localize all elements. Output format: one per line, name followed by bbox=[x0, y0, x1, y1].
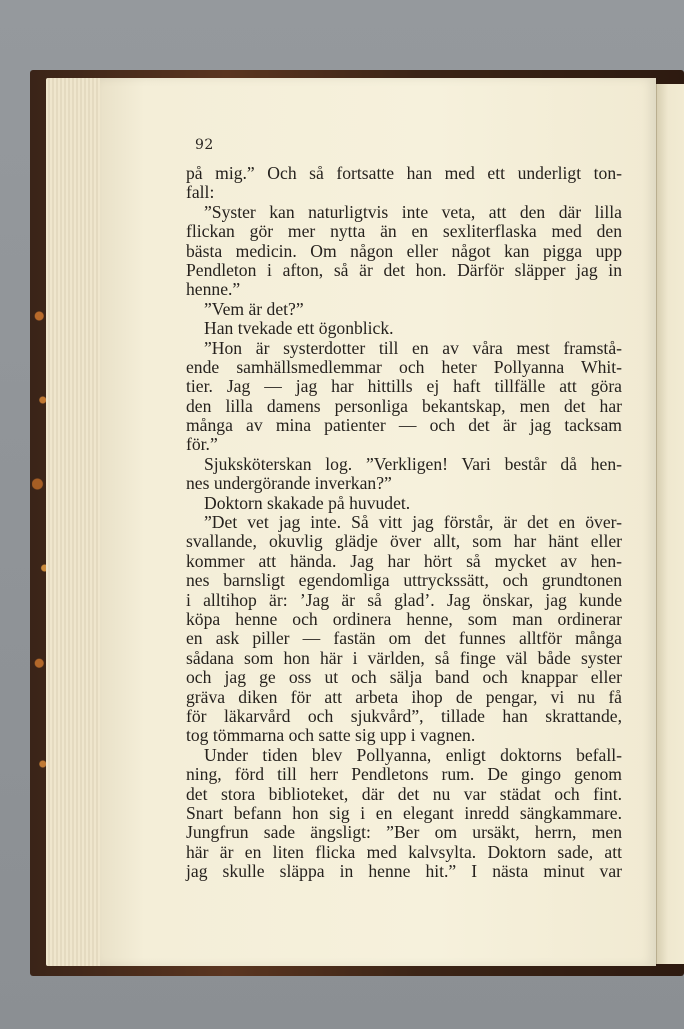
text-line: för läkarvård och sjukvård”, tillade han skrattande, bbox=[186, 705, 622, 726]
text-line: Jungfrun sade ängsligt: ”Ber om ursäkt, herrn, men bbox=[186, 822, 622, 843]
text-line: henne.” bbox=[186, 279, 241, 300]
text-line: jag skulle släppa in henne hit.” I nästa minut var bbox=[186, 861, 622, 882]
text-line: nes barnsligt egendomliga uttryckssätt, och grundtonen bbox=[186, 570, 622, 591]
text-line: flickan gör mer nytta än en sexliterflaska med den bbox=[186, 221, 622, 242]
text-line: ”Vem är det?” bbox=[204, 298, 304, 319]
text-line: en ask piller — fastän om det funnes alltför många bbox=[186, 628, 622, 649]
text-line: ”Syster kan naturligtvis inte veta, att den där lilla bbox=[204, 201, 622, 222]
text-line: ning, förd till herr Pendletons rum. De gingo genom bbox=[186, 764, 622, 785]
text-line: här är en liten flicka med kalvsylta. Doktorn sade, att bbox=[186, 841, 622, 862]
text-line: bästa medicin. Om någon eller något kan pigga upp bbox=[186, 240, 622, 261]
text-line: Sjuksköterskan log. ”Verkligen! Vari består då hen- bbox=[204, 453, 622, 474]
text-line: på mig.” Och så fortsatte han med ett underligt ton- bbox=[186, 163, 622, 183]
page-edges bbox=[46, 78, 104, 966]
text-line: tier. Jag — jag har hittills ej haft tillfälle att göra bbox=[186, 376, 622, 397]
text-line: Han tvekade ett ögonblick. bbox=[204, 318, 394, 339]
page-number: 92 bbox=[195, 137, 214, 153]
text-line: Under tiden blev Pollyanna, enligt doktorns befall- bbox=[204, 744, 622, 765]
page-text bbox=[186, 164, 622, 881]
text-line: nes undergörande inverkan?” bbox=[186, 473, 392, 494]
text-line: ”Det vet jag inte. Så vitt jag förstår, är det en över- bbox=[204, 512, 622, 533]
facing-page-edge bbox=[656, 84, 684, 964]
text-line: gräva diken för att arbeta ihop de pengar, vi nu få bbox=[186, 686, 622, 707]
text-line: ”Hon är systerdotter till en av våra mest framstå- bbox=[204, 337, 622, 358]
text-line: i alltihop är: ’Jag är så glad’. Jag önskar, jag kunde bbox=[186, 589, 622, 610]
text-line: svallande, okuvlig glädje över allt, som har hänt eller bbox=[186, 531, 622, 552]
text-line: köpa henne och ordinera henne, som man ordinerar bbox=[186, 608, 622, 629]
text-line: Pendleton i afton, så är det hon. Därför släpper jag in bbox=[186, 259, 622, 280]
text-line: för.” bbox=[186, 434, 218, 455]
text-line: och jag ge oss ut och sälja band och knappar eller bbox=[186, 667, 622, 688]
text-line: Snart befann hon sig i en elegant inredd sängkammare. bbox=[186, 802, 622, 823]
text-line: kommer att hända. Jag har hört så mycket av hen- bbox=[186, 550, 622, 571]
text-line: ende samhällsmedlemmar och heter Pollyanna Whit- bbox=[186, 356, 622, 377]
text-line: det stora biblioteket, där det nu var städat och fint. bbox=[186, 783, 622, 804]
text-line: många av mina patienter — och det är jag tacksam bbox=[186, 415, 622, 436]
text-line: Doktorn skakade på huvudet. bbox=[204, 492, 411, 513]
text-line: tog tömmarna och satte sig upp i vagnen. bbox=[186, 725, 476, 746]
text-line: den lilla damens personliga bekantskap, men det har bbox=[186, 395, 622, 416]
text-line: fall: bbox=[186, 182, 215, 203]
text-line: sådana som hon här i världen, så finge väl både syster bbox=[186, 647, 622, 668]
